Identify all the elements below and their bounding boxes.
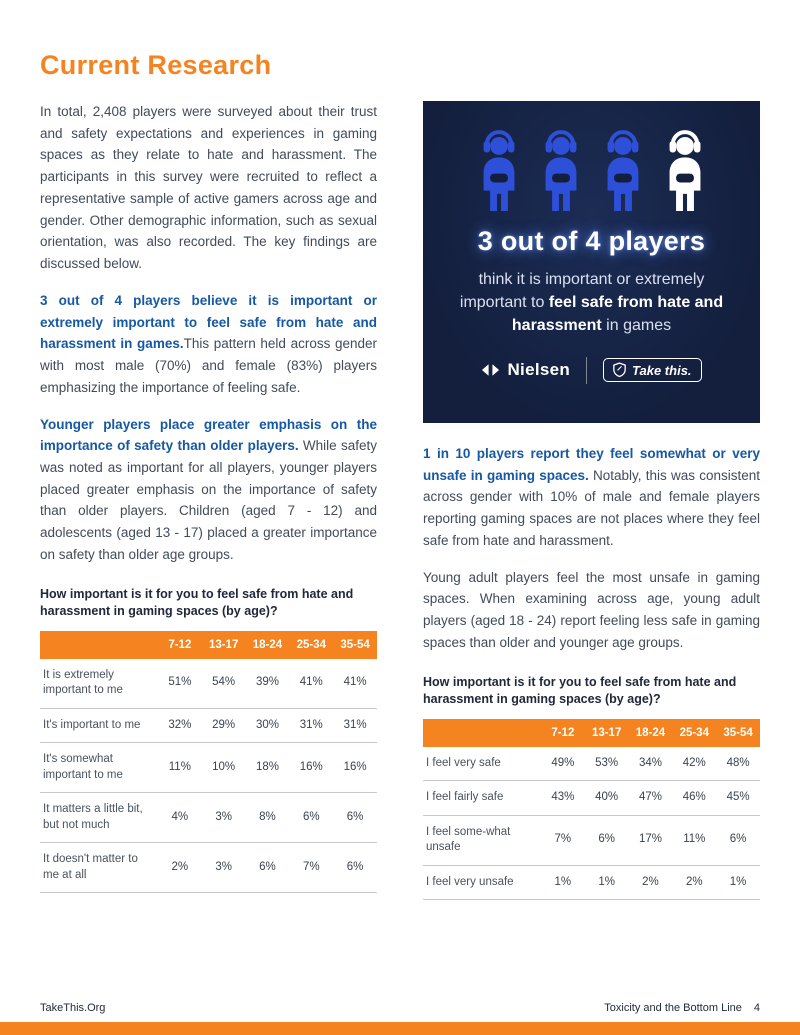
shield-icon bbox=[613, 362, 626, 378]
infographic-card bbox=[423, 101, 760, 423]
value-cell: 41% bbox=[333, 659, 377, 709]
value-cell: 6% bbox=[333, 843, 377, 893]
value-cell: 43% bbox=[541, 781, 585, 816]
value-cell: 6% bbox=[289, 793, 333, 843]
intro-paragraph: In total, 2,408 players were surveyed about their trust and safety expectations and experiences in gaming spaces as they relate to hate and harassment. The participants in this survey were recruited to reflect a representative sample of active gamers across age and gender. Other demographic information, such as sexual orientation, was also recorded. The key findings are discussed below. bbox=[40, 104, 377, 272]
finding-1-rest: This pattern held across gender with most male (70%) and female (83%) players emphasizing the importance of feeling safe. bbox=[40, 336, 378, 395]
page-title: Current Research bbox=[40, 50, 272, 80]
row-label: It's important to me bbox=[40, 708, 158, 743]
table-row bbox=[40, 793, 377, 843]
importance-table-title: How important is it for you to feel safe from hate and harassment in gaming spaces (by age)? bbox=[40, 586, 354, 619]
bottom-accent-bar bbox=[0, 1022, 800, 1035]
row-label: I feel some-what unsafe bbox=[423, 815, 541, 865]
row-label: I feel very unsafe bbox=[423, 865, 541, 900]
page-footer bbox=[40, 1002, 760, 1014]
value-cell: 29% bbox=[202, 708, 246, 743]
row-label: It is extremely important to me bbox=[40, 659, 158, 709]
age-column-header: 35-54 bbox=[716, 719, 760, 747]
player-icon bbox=[473, 127, 525, 212]
value-cell: 8% bbox=[246, 793, 290, 843]
value-cell: 1% bbox=[541, 865, 585, 900]
value-cell: 31% bbox=[289, 708, 333, 743]
age-column-header: 13-17 bbox=[202, 631, 246, 659]
value-cell: 31% bbox=[333, 708, 377, 743]
value-cell: 40% bbox=[585, 781, 629, 816]
age-column-header: 13-17 bbox=[585, 719, 629, 747]
nielsen-logo bbox=[481, 360, 570, 380]
table-row bbox=[423, 747, 760, 781]
row-label: I feel very safe bbox=[423, 747, 541, 781]
value-cell: 42% bbox=[672, 747, 716, 781]
table-row bbox=[40, 708, 377, 743]
value-cell: 3% bbox=[202, 843, 246, 893]
safety-feeling-by-age-table bbox=[423, 719, 760, 901]
age-column-header: 18-24 bbox=[629, 719, 673, 747]
value-cell: 54% bbox=[202, 659, 246, 709]
player-icon bbox=[597, 127, 649, 212]
age-column-header: 35-54 bbox=[333, 631, 377, 659]
value-cell: 41% bbox=[289, 659, 333, 709]
table-row bbox=[40, 743, 377, 793]
subtext-post: in games bbox=[601, 317, 672, 335]
footer-doc-title: Toxicity and the Bottom Line bbox=[604, 1002, 742, 1014]
value-cell: 7% bbox=[289, 843, 333, 893]
importance-by-age-table bbox=[40, 631, 377, 894]
value-cell: 16% bbox=[289, 743, 333, 793]
table-row bbox=[423, 865, 760, 900]
finding-1-paragraph bbox=[40, 290, 377, 399]
value-cell: 46% bbox=[672, 781, 716, 816]
age-column-header: 25-34 bbox=[289, 631, 333, 659]
table-row bbox=[40, 659, 377, 709]
value-cell: 18% bbox=[246, 743, 290, 793]
table-row bbox=[423, 781, 760, 816]
value-cell: 6% bbox=[716, 815, 760, 865]
value-cell: 2% bbox=[672, 865, 716, 900]
age-column-header: 7-12 bbox=[541, 719, 585, 747]
value-cell: 7% bbox=[541, 815, 585, 865]
table-header-row bbox=[423, 719, 760, 747]
value-cell: 11% bbox=[158, 743, 202, 793]
finding-4-paragraph: Young adult players feel the most unsafe in gaming spaces. When examining across age, young adult players (aged 18 - 24) report feeling less safe in gaming spaces than older and younger age groups. bbox=[423, 569, 760, 650]
finding-2-rest: While safety was noted as important for all players, younger players placed greater emphasis on the importance of safety than older players. Children (aged 7 - 12) and adolescents (aged 13 - 17) placed a greater importance on safety than older age groups. bbox=[40, 438, 377, 562]
player-icon bbox=[535, 127, 587, 212]
value-cell: 30% bbox=[246, 708, 290, 743]
page-header bbox=[0, 0, 800, 81]
value-cell: 51% bbox=[158, 659, 202, 709]
value-cell: 47% bbox=[629, 781, 673, 816]
page-number: 4 bbox=[753, 1002, 760, 1014]
nielsen-icon bbox=[481, 363, 500, 377]
value-cell: 39% bbox=[246, 659, 290, 709]
age-column-header: 25-34 bbox=[672, 719, 716, 747]
value-cell: 2% bbox=[158, 843, 202, 893]
player-icon-highlight bbox=[659, 127, 711, 212]
finding-2-paragraph bbox=[40, 414, 377, 566]
value-cell: 2% bbox=[629, 865, 673, 900]
value-cell: 45% bbox=[716, 781, 760, 816]
logo-divider bbox=[586, 357, 587, 384]
row-label: It matters a little bit, but not much bbox=[40, 793, 158, 843]
empty-header-cell bbox=[40, 631, 158, 659]
finding-2-lead: Younger players place greater emphasis on the importance of safety than older players. bbox=[40, 416, 377, 454]
takethis-logo bbox=[603, 358, 701, 382]
safety-table-section bbox=[423, 674, 760, 901]
row-label: I feel fairly safe bbox=[423, 781, 541, 816]
table-header-row bbox=[40, 631, 377, 659]
left-column bbox=[40, 101, 377, 893]
logos-row bbox=[423, 357, 760, 384]
value-cell: 17% bbox=[629, 815, 673, 865]
table-row bbox=[423, 815, 760, 865]
finding-1-lead: 3 out of 4 players believe it is important or extremely important to feel safe from hate and harassment in games. bbox=[40, 292, 377, 352]
infographic-subtext bbox=[423, 268, 760, 338]
value-cell: 3% bbox=[202, 793, 246, 843]
takethis-wordmark: Take this. bbox=[632, 362, 692, 378]
age-column-header: 18-24 bbox=[246, 631, 290, 659]
safety-table-title: How important is it for you to feel safe from hate and harassment in gaming spaces (by age)? bbox=[423, 674, 737, 707]
value-cell: 4% bbox=[158, 793, 202, 843]
subtext-pre: think it is important or extremely important to bbox=[459, 271, 705, 312]
subtext-bold: feel safe from hate and harassment bbox=[511, 294, 724, 335]
value-cell: 1% bbox=[585, 865, 629, 900]
finding-3-rest: Notably, this was consistent across gender with 10% of male and female players reporting gaming spaces are not places where they feel safe from hate and harassment. bbox=[423, 467, 760, 548]
importance-table-section bbox=[40, 586, 377, 894]
footer-doc-info bbox=[604, 1002, 760, 1014]
table-row bbox=[40, 843, 377, 893]
value-cell: 6% bbox=[585, 815, 629, 865]
value-cell: 53% bbox=[585, 747, 629, 781]
finding-3-lead: 1 in 10 players report they feel somewhat or very unsafe in gaming spaces. bbox=[423, 446, 760, 483]
value-cell: 34% bbox=[629, 747, 673, 781]
value-cell: 48% bbox=[716, 747, 760, 781]
value-cell: 11% bbox=[672, 815, 716, 865]
empty-header-cell bbox=[423, 719, 541, 747]
row-label: It doesn't matter to me at all bbox=[40, 843, 158, 893]
value-cell: 16% bbox=[333, 743, 377, 793]
value-cell: 49% bbox=[541, 747, 585, 781]
value-cell: 1% bbox=[716, 865, 760, 900]
right-column bbox=[423, 101, 760, 900]
finding-3-paragraph bbox=[423, 443, 760, 552]
age-column-header: 7-12 bbox=[158, 631, 202, 659]
value-cell: 6% bbox=[246, 843, 290, 893]
footer-site-name: TakeThis.Org bbox=[40, 1002, 106, 1014]
value-cell: 6% bbox=[333, 793, 377, 843]
nielsen-wordmark: Nielsen bbox=[507, 360, 571, 380]
value-cell: 10% bbox=[202, 743, 246, 793]
value-cell: 32% bbox=[158, 708, 202, 743]
row-label: It's somewhat important to me bbox=[40, 743, 158, 793]
two-column-content bbox=[0, 101, 800, 900]
player-icons-row bbox=[423, 127, 760, 212]
infographic-headline: 3 out of 4 players bbox=[477, 226, 706, 256]
